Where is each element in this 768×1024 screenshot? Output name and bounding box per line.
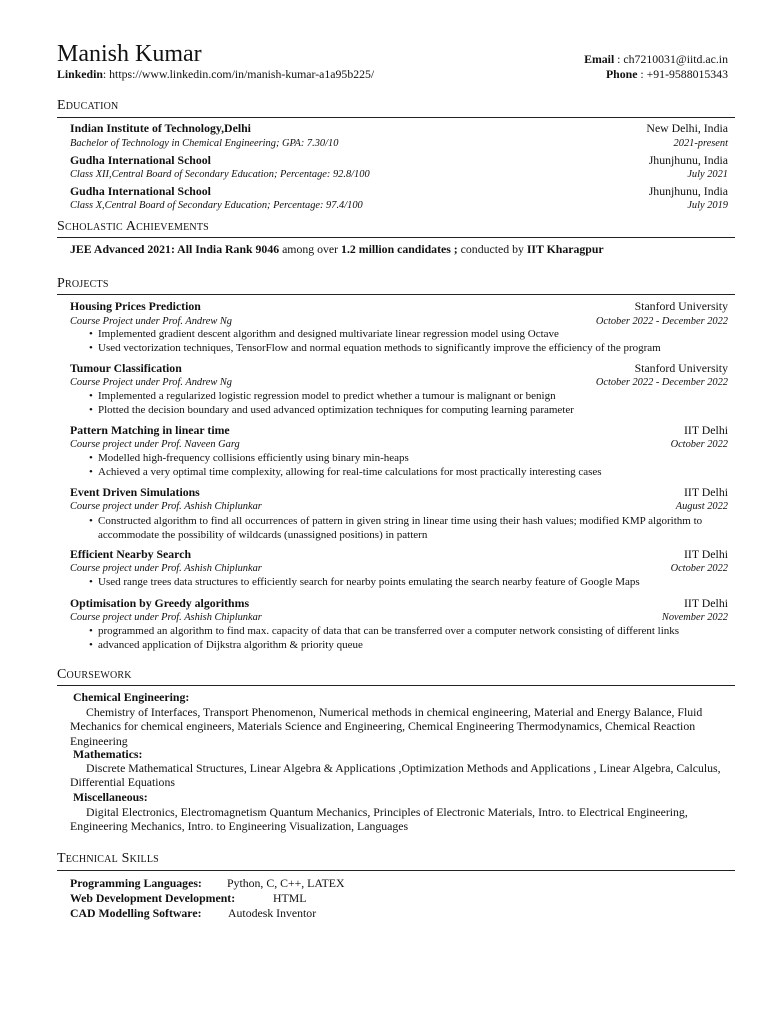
education-location: New Delhi, India (646, 121, 728, 135)
project-bullet: • Used vectorization techniques, TensorFlow and normal equation methods to significantly improve the efficiency of the program (98, 342, 661, 354)
achievement-text: among over (279, 242, 342, 256)
project-bullet: • Implemented a regularized logistic regression model to predict whether a tumour is malignant or benign (98, 390, 556, 402)
project-bullet: • programmed an algorithm to find max. capacity of data that can be transferred over a computer network consisting of different links (98, 625, 679, 637)
achievement-conductor: IIT Kharagpur (526, 242, 604, 256)
project-subtitle: Course project under Prof. Naveen Garg (70, 439, 240, 450)
project-bullet: • Constructed algorithm to find all occurrences of pattern in given string in linear time using their hash values; modified KMP algorithm to accommodate the possibility of wildcards (unassigned positions) in pattern (98, 514, 734, 542)
section-divider (57, 685, 735, 686)
project-date: August 2022 (675, 501, 728, 512)
project-bullet: • Modelled high-frequency collisions efficiently using binary min-heaps (98, 452, 409, 464)
section-divider (57, 237, 735, 238)
project-date: November 2022 (661, 612, 728, 623)
phone-line: Phone : +91-9588015343 (605, 67, 728, 81)
section-title-projects: Projects (57, 276, 109, 291)
coursework-heading: Miscellaneous: (73, 790, 148, 804)
education-date: July 2019 (687, 200, 728, 211)
section-divider (57, 870, 735, 871)
linkedin-link[interactable]: https://www.linkedin.com/in/manish-kumar-a1a95b225/ (109, 67, 375, 81)
coursework-list: Chemistry of Interfaces, Transport Phenomenon, Numerical methods in chemical engineering, Material and Energy Balance, Fluid Mechanics for chemical engineers, Materials Science and Engineering, Chemical Engineering Thermodynamics, Chemical Reaction Engineering (70, 705, 703, 748)
project-name: Tumour Classification (70, 361, 182, 375)
section-title-skills: Technical Skills (57, 851, 159, 866)
project-date: October 2022 - December 2022 (595, 316, 728, 327)
skill-label: CAD Modelling Software: (70, 906, 202, 920)
skill-value: Autodesk Inventor (228, 906, 317, 920)
project-org: IIT Delhi (683, 596, 728, 610)
project-name: Pattern Matching in linear time (70, 423, 230, 437)
skill-label: Programming Languages: (70, 876, 202, 890)
project-name: Event Driven Simulations (70, 485, 200, 499)
project-org: Stanford University (634, 361, 728, 375)
project-org: IIT Delhi (683, 423, 728, 437)
project-subtitle: Course project under Prof. Ashish Chiplunkar (70, 612, 262, 623)
education-institution: Gudha International School (70, 153, 211, 167)
achievement-rank: JEE Advanced 2021: All India Rank 9046 (70, 242, 280, 256)
project-bullet: • Achieved a very optimal time complexity, allowing for real-time calculations for most practically interesting cases (98, 466, 602, 478)
section-divider (57, 294, 735, 295)
project-date: October 2022 (670, 563, 728, 574)
education-detail: Class X,Central Board of Secondary Education; Percentage: 97.4/100 (70, 200, 363, 211)
education-detail: Bachelor of Technology in Chemical Engineering; GPA: 7.30/10 (70, 138, 339, 149)
phone-value: +91-9588015343 (646, 67, 728, 81)
coursework-heading: Chemical Engineering: (73, 690, 190, 704)
phone-label: Phone (605, 67, 638, 81)
education-date: 2021-present (673, 138, 728, 149)
project-date: October 2022 - December 2022 (595, 377, 728, 388)
section-title-scholastic: Scholastic Achievements (57, 219, 209, 234)
project-date: October 2022 (670, 439, 728, 450)
project-org: Stanford University (634, 299, 728, 313)
education-detail: Class XII,Central Board of Secondary Education; Percentage: 92.8/100 (70, 169, 370, 180)
project-subtitle: Course Project under Prof. Andrew Ng (70, 377, 233, 388)
coursework-heading: Mathematics: (73, 747, 143, 761)
education-institution: Gudha International School (70, 184, 211, 198)
project-subtitle: Course project under Prof. Ashish Chiplunkar (70, 501, 262, 512)
linkedin-line: Linkedin: https://www.linkedin.com/in/manish-kumar-a1a95b225/ (57, 67, 375, 81)
coursework-list: Digital Electronics, Electromagnetism Quantum Mechanics, Principles of Electronic Materials, Intro. to Electrical Engineering, Engineering Mechanics, Intro. to Engineering Visualization, Languages (70, 805, 688, 834)
email-label: Email (584, 52, 615, 66)
project-bullet: • advanced application of Dijkstra algorithm & priority queue (98, 639, 363, 651)
project-subtitle: Course Project under Prof. Andrew Ng (70, 316, 233, 327)
education-institution: Indian Institute of Technology,Delhi (70, 121, 251, 135)
project-name: Efficient Nearby Search (70, 547, 192, 561)
project-org: IIT Delhi (683, 485, 728, 499)
jee-achievement (70, 242, 604, 257)
skill-value: Python, C, C++, LATEX (227, 876, 345, 890)
education-date: July 2021 (687, 169, 728, 180)
email-line: Email : ch7210031@iitd.ac.in (584, 52, 728, 66)
project-bullet: • Used range trees data structures to efficiently search for nearby points emulating the search nearby feature of Google Maps (98, 576, 640, 588)
project-subtitle: Course project under Prof. Ashish Chiplunkar (70, 563, 262, 574)
project-bullet: • Plotted the decision boundary and used advanced optimization techniques for computing learning parameter (98, 404, 574, 416)
section-title-education: Education (57, 98, 119, 113)
achievement-text: conducted by (457, 242, 527, 256)
coursework-list: Discrete Mathematical Structures, Linear Algebra & Applications ,Optimization Methods and Applications , Linear Algebra, Calculus, Differential Equations (70, 761, 721, 790)
project-bullet: • Implemented gradient descent algorithm and designed multivariate linear regression model using Octave (98, 328, 559, 340)
achievement-candidates: 1.2 million candidates ; (341, 242, 458, 256)
skill-value: HTML (273, 891, 307, 905)
education-location: Jhunjhunu, India (648, 153, 728, 167)
email-link[interactable]: ch7210031@iitd.ac.in (623, 52, 728, 66)
project-org: IIT Delhi (683, 547, 728, 561)
skill-label: Web Development Development: (70, 891, 236, 905)
candidate-name: Manish Kumar (57, 41, 202, 67)
section-title-coursework: Coursework (57, 667, 132, 682)
project-name: Optimisation by Greedy algorithms (70, 596, 250, 610)
linkedin-label: Linkedin (57, 67, 103, 81)
project-name: Housing Prices Prediction (70, 299, 201, 313)
education-location: Jhunjhunu, India (648, 184, 728, 198)
section-divider (57, 117, 735, 118)
